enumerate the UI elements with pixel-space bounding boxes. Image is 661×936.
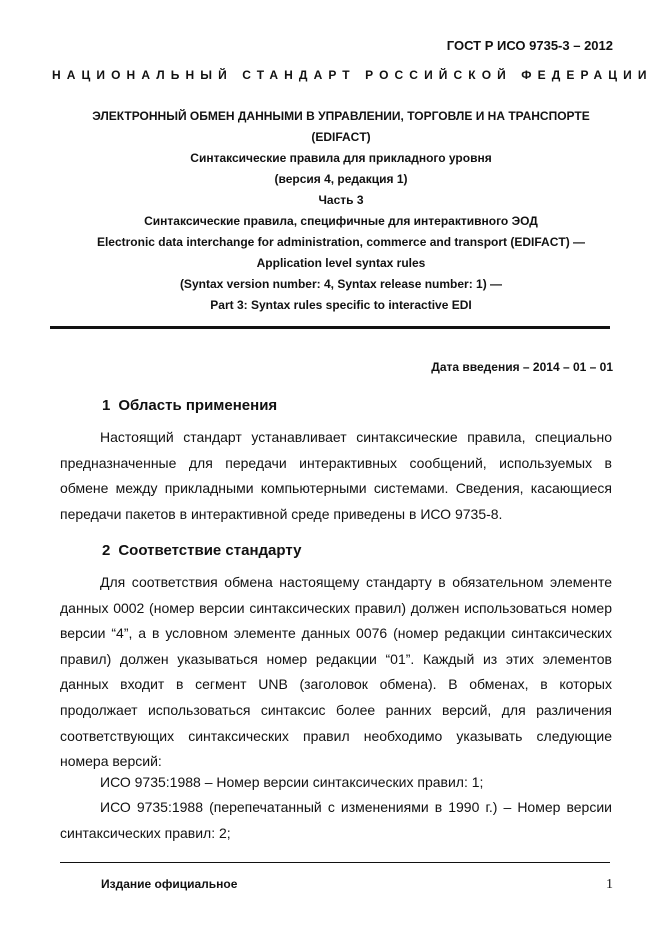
title-block [60, 106, 622, 316]
section-heading-scope [102, 397, 277, 414]
paragraph: ИСО 9735:1988 – Номер версии синтаксических правил: 1; [100, 774, 484, 790]
paragraph: Для соответствия обмена настоящему стандарту в обязательном элементе данных 0002 (номер версии синтаксических правил) должен использоваться номер версии “4”, а в условном элементе данных 0076 (номер редакции синтаксических правил) должен указываться номер редакции “01”. Каждый из этих элементов данных входит в сегмент UNB (заголовок обмена). В обменах, в которых продолжает использоваться синтаксис более ранних версий, для различения соответствующих синтаксических правил необходимо указывать следующие номера версий: [60, 574, 612, 770]
title-line: Синтаксические правила, специфичные для интерактивного ЭОД [144, 214, 538, 228]
document-code: ГОСТ Р ИСО 9735-3 – 2012 [446, 38, 613, 53]
paragraph: Настоящий стандарт устанавливает синтаксические правила, специально предназначенные для передачи интерактивных сообщений, используемых в обмене между прикладными компьютерными системами. Сведения, касающиеся передачи пакетов в интерактивной среде приведены в ИСО 9735-8. [60, 429, 612, 522]
title-line: (EDIFACT) [311, 130, 371, 144]
title-line: Electronic data interchange for administration, commerce and transport (EDIFACT) — [96, 235, 586, 249]
section-number: 2 [102, 542, 111, 559]
section-title: Область применения [118, 397, 278, 414]
national-standard-banner: НАЦИОНАЛЬНЫЙ СТАНДАРТ РОССИЙСКОЙ ФЕДЕРАЦИИ [52, 68, 653, 82]
footer-divider [60, 862, 610, 863]
paragraph: ИСО 9735:1988 (перепечатанный с изменениями в 1990 г.) – Номер версии синтаксических правил: 2; [60, 799, 612, 841]
page-number: 1 [606, 877, 613, 892]
title-line: Application level syntax rules [256, 256, 426, 270]
title-line: Part 3: Syntax rules specific to interactive EDI [210, 298, 472, 312]
section-number: 1 [102, 397, 111, 414]
section-title: Соответствие стандарту [118, 542, 302, 559]
title-line: ЭЛЕКТРОННЫЙ ОБМЕН ДАННЫМИ В УПРАВЛЕНИИ, ТОРГОВЛЕ И НА ТРАНСПОРТЕ [92, 109, 590, 123]
title-line: (версия 4, редакция 1) [274, 172, 408, 186]
title-line: Часть 3 [318, 193, 364, 207]
title-divider [50, 326, 610, 329]
section-heading-conformance [102, 542, 301, 559]
title-line: (Syntax version number: 4, Syntax release number: 1) — [179, 277, 503, 291]
title-line: Синтаксические правила для прикладного уровня [190, 151, 492, 165]
introduction-date: Дата введения – 2014 – 01 – 01 [431, 360, 613, 374]
official-edition-label: Издание официальное [101, 877, 238, 891]
